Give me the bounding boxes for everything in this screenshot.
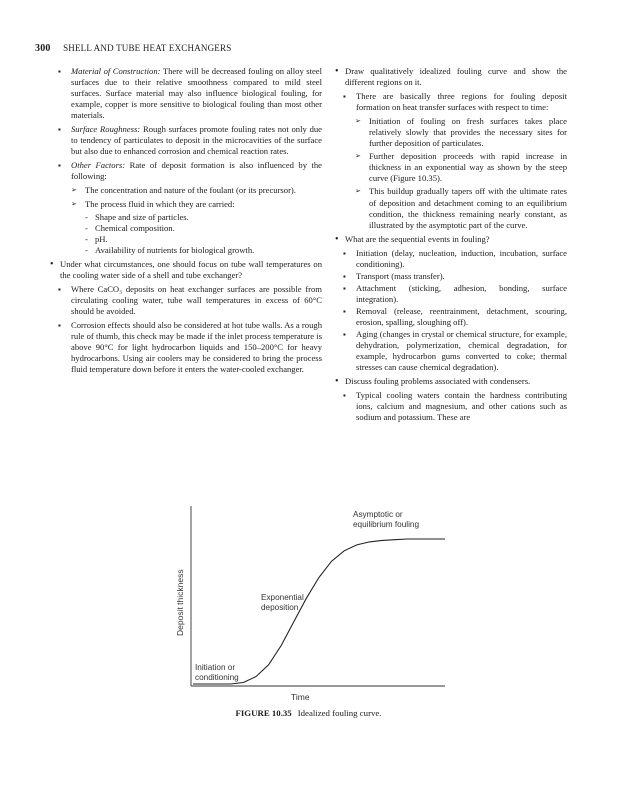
running-header bbox=[35, 43, 231, 54]
answer-item: ▪ Corrosion effects should also be considered at hot tube walls. As a rough rule of thumb, this check may be made if the inlet process temperature is above 90°C for light hydrocarbon liquids and 150–200°C for heavy hydrocarbons. Using air coolers may be considered to bring the process fluid temperature down before it enters the water-cooled exchanger. bbox=[58, 320, 322, 375]
left-column bbox=[58, 66, 322, 378]
condenser-item: ▪ Typical cooling waters contain the hardness contributing ions, calcium and magnesium, and other cations such as sodium and potassium. These are bbox=[343, 390, 567, 423]
fouling-regions-lead: ▪ There are basically three regions for fouling deposit formation on heat transfer surfaces with respect to time: bbox=[343, 91, 567, 113]
question-fouling-curve: • Draw qualitatively idealized fouling curve and show the different regions on it. bbox=[335, 66, 567, 88]
asymptotic-label: Asymptotic or bbox=[353, 510, 403, 519]
asymptotic-label: equilibrium fouling bbox=[353, 520, 419, 529]
exponential-label: Exponential bbox=[261, 593, 304, 602]
initiation-label: conditioning bbox=[195, 673, 239, 682]
fouling-region-item: ➢ This buildup gradually tapers off with the ultimate rates of deposition and detachment coming to an equilibrium condition, the thickness remaining nearly constant, as illustrated by the asymptotic part of the curve. bbox=[355, 186, 567, 230]
fluid-item: - Shape and size of particles. bbox=[85, 212, 322, 223]
right-column bbox=[335, 66, 567, 426]
figure-caption-label: FIGURE 10.35 bbox=[235, 708, 292, 718]
material-bullet: ▪ Material of Construction: There will be decreased fouling on alloy steel surfaces due to their relative smoothness compared to mild steel surfaces. Surface material may also influence biological fouling, for example, copper is more sensitive to biological fouling than most other materials. bbox=[58, 66, 322, 121]
x-axis-label: Time bbox=[291, 692, 310, 702]
figure-caption bbox=[0, 708, 617, 718]
event-item: ▪ Attachment (sticking, adhesion, bonding, surface integration). bbox=[343, 283, 567, 305]
fouling-curve-figure bbox=[167, 506, 445, 706]
event-item: ▪ Initiation (delay, nucleation, induction, incubation, surface conditioning). bbox=[343, 248, 567, 270]
fouling-region-item: ➢ Initiation of fouling on fresh surfaces takes place relatively slowly that provides the necessary sites for further deposition of particulates. bbox=[355, 116, 567, 149]
y-axis-label: Deposit thickness bbox=[175, 569, 185, 636]
fluid-item: - Availability of nutrients for biological growth. bbox=[85, 245, 322, 256]
fouling-region-item: ➢ Further deposition proceeds with rapid increase in thickness in an exponential way as shown by the steep curve (Figure 10.35). bbox=[355, 151, 567, 184]
other-factor-item: ➢ The process fluid in which they are carried: bbox=[71, 199, 322, 210]
roughness-bullet: ▪ Surface Roughness: Rough surfaces promote fouling rates not only due to tendency of particulates to deposit in the microcavities of the surface but also due to enhanced corrosion and chemical reaction rates. bbox=[58, 124, 322, 157]
running-title: SHELL AND TUBE HEAT EXCHANGERS bbox=[63, 43, 232, 53]
event-item: ▪ Transport (mass transfer). bbox=[343, 271, 567, 282]
event-item: ▪ Aging (changes in crystal or chemical structure, for example, dehydration, polymerization, chemical degradation, for example, hydrocarbon gums converted to coke; thermal stresses can cause chemical degradation). bbox=[343, 329, 567, 373]
figure-caption-text: Idealized fouling curve. bbox=[297, 708, 382, 718]
other-factors-bullet: ▪ Other Factors: Rate of deposit formation is also influenced by the following: bbox=[58, 160, 322, 182]
event-item: ▪ Removal (release, reentrainment, detachment, scouring, erosion, spalling, sloughing off). bbox=[343, 306, 567, 328]
fluid-item: - pH. bbox=[85, 234, 322, 245]
fluid-item: - Chemical composition. bbox=[85, 223, 322, 234]
question-tube-wall: • Under what circumstances, one should focus on tube wall temperatures on the cooling water side of a shell and tube exchanger? bbox=[50, 259, 322, 281]
answer-item: ▪ Where CaCO₃ deposits on heat exchanger surfaces are possible from circulating cooling water, tube wall temperatures in excess of 60°C should be avoided. bbox=[58, 284, 322, 317]
question-condensers: • Discuss fouling problems associated with condensers. bbox=[335, 376, 567, 387]
page-number: 300 bbox=[35, 43, 51, 54]
initiation-label: Initiation or bbox=[195, 663, 236, 672]
question-sequential-events: • What are the sequential events in fouling? bbox=[335, 234, 567, 245]
exponential-label: deposition bbox=[261, 603, 299, 612]
other-factor-item: ➢ The concentration and nature of the foulant (or its precursor). bbox=[71, 185, 322, 196]
